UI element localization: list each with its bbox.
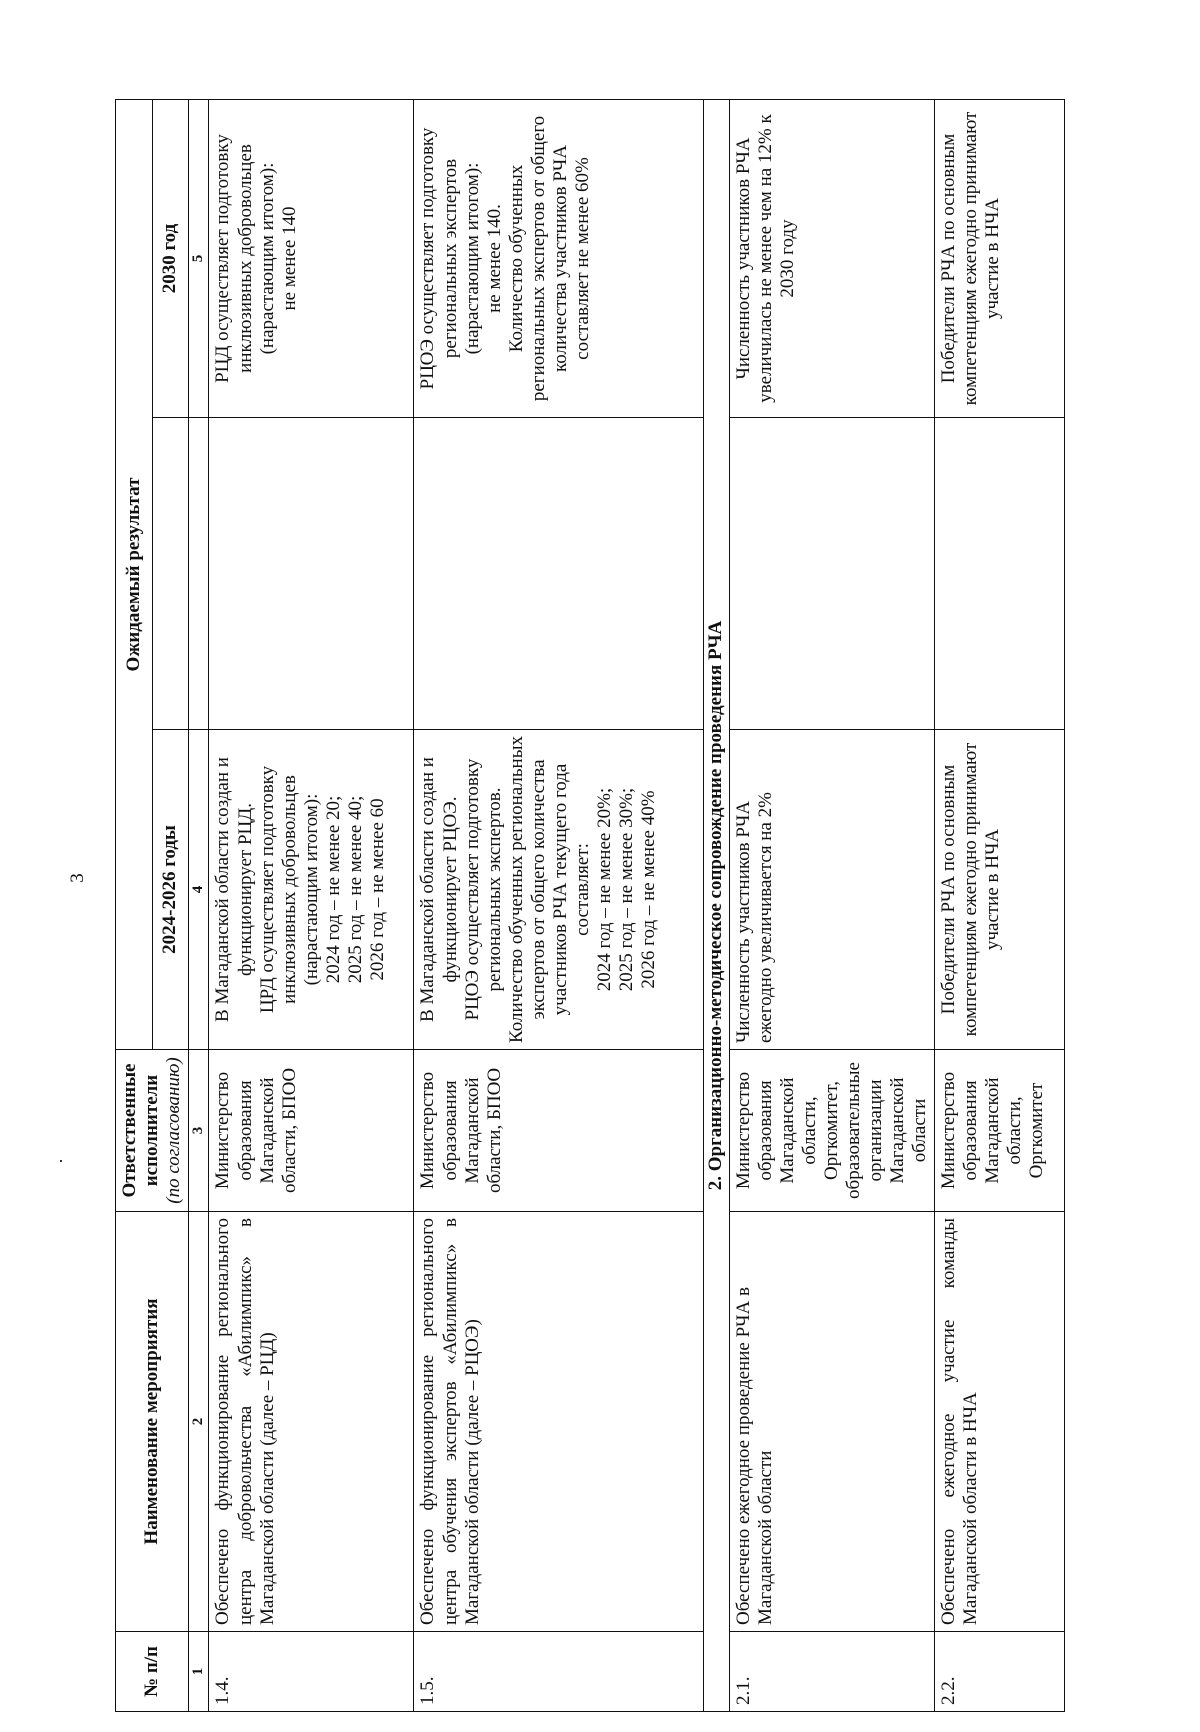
header-responsible: [116, 1050, 189, 1212]
row-result-2030: Победители РЧА по основным компетенциям ежегодно принимают участие в НЧА: [934, 99, 1064, 417]
row-result-2030: РЦД осуществляет подготовку инклюзивных добровольцев (нарастающим итогом): не менее 140: [209, 99, 414, 417]
table-row: [414, 99, 704, 1711]
row-spacer: [414, 418, 704, 730]
section-2-title: 2. Организационно-методическое сопровождение проведения РЧА: [704, 99, 729, 1711]
table-row: [934, 99, 1064, 1711]
row-activity: Обеспечено функционирование регионального центра добровольчества «Абилимпикс» в Магаданской области (далее – РЦД): [209, 1212, 414, 1632]
row-responsible: Министерство образования Магаданской области, БПОО: [414, 1050, 704, 1212]
row-result-2024: В Магаданской области создан и функционирует РЦОЭ. РЦОЭ осуществляет подготовку региональных экспертов. Количество обученных региональных экспертов от общего количества участников РЧА текущего года составляет: 2024 год – не менее 20%; 2025 год – не менее 30%; 2026 год – не менее 40%: [414, 730, 704, 1050]
row-result-2024: В Магаданской области создан и функционирует РЦД. ЦРД осуществляет подготовку инклюзивных добровольцев (нарастающим итогом): 2024 год – не менее 20; 2025 год – не менее 40; 2026 год – не менее 60: [209, 730, 414, 1050]
row-spacer: [934, 418, 1064, 730]
section-2-row: [704, 99, 729, 1711]
colnum-4: 4: [189, 730, 209, 1050]
colnum-2: 2: [189, 1212, 209, 1632]
row-responsible: Министерство образования Магаданской области, Оргкомитет: [934, 1050, 1064, 1212]
rotated-sheet: [115, 100, 1185, 1712]
row-num: 1.5.: [414, 1632, 704, 1712]
row-num: 1.4.: [209, 1632, 414, 1712]
row-spacer: [209, 418, 414, 730]
row-activity: Обеспечено ежегодное проведение РЧА в Магаданской области: [729, 1212, 934, 1632]
header-expected: Ожидаемый результат: [116, 99, 153, 1049]
table-row: [729, 99, 934, 1711]
row-num: 2.2.: [934, 1632, 1064, 1712]
header-spacer: [152, 418, 189, 730]
column-numbers-row: [189, 99, 209, 1711]
header-responsible-note: (по согласованию): [163, 1057, 185, 1204]
row-responsible: Министерство образования Магаданской области, БПОО: [209, 1050, 414, 1212]
plan-table: [115, 99, 1065, 1712]
header-responsible-title: Ответственные исполнители: [119, 1063, 163, 1198]
row-result-2030: РЦОЭ осуществляет подготовку региональных экспертов (нарастающим итогом): не менее 140. Количество обученных региональных экспертов от общего количества участников РЧА составляет не менее 60%: [414, 99, 704, 417]
table-row: [209, 99, 414, 1711]
colnum-spacer: [189, 418, 209, 730]
colnum-5: 5: [189, 99, 209, 417]
page-number: 3: [67, 873, 88, 883]
row-result-2030: Численность участников РЧА увеличилась не менее чем на 12% к 2030 году: [729, 99, 934, 417]
row-activity: Обеспечено функционирование регионального центра обучения экспертов «Абилимпикс» в Магаданской области (далее – РЦОЭ): [414, 1212, 704, 1632]
row-responsible: Министерство образования Магаданской области, Оргкомитет, образовательные организации Магаданской области: [729, 1050, 934, 1212]
colnum-3: 3: [189, 1050, 209, 1212]
row-activity: Обеспечено ежегодное участие команды Магаданской области в НЧА: [934, 1212, 1064, 1632]
row-result-2024: Победители РЧА по основным компетенциям ежегодно принимают участие в НЧА: [934, 730, 1064, 1050]
colnum-1: 1: [189, 1632, 209, 1712]
row-spacer: [729, 418, 934, 730]
header-name: Наименование мероприятия: [116, 1212, 189, 1632]
scan-speck: [60, 1160, 62, 1162]
header-2030: 2030 год: [152, 99, 189, 417]
row-num: 2.1.: [729, 1632, 934, 1712]
header-num: № п/п: [116, 1632, 189, 1712]
row-result-2024: Численность участников РЧА ежегодно увеличивается на 2%: [729, 730, 934, 1050]
header-row-1: [116, 99, 153, 1711]
header-2024-2026: 2024-2026 годы: [152, 730, 189, 1050]
